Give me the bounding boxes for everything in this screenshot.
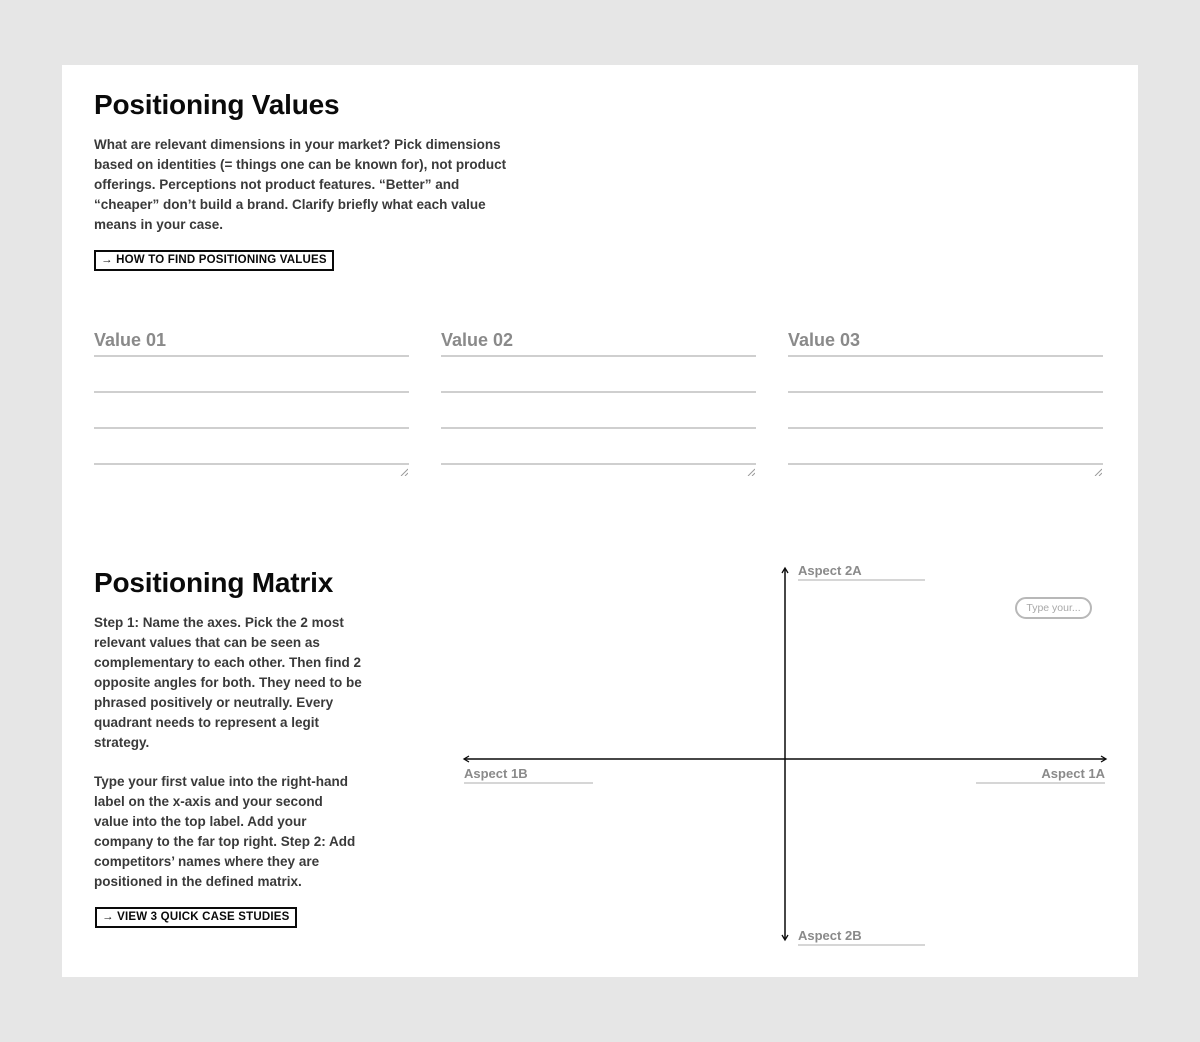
value-title-underline [788, 355, 1103, 357]
value-title-02: Value 02 [441, 330, 514, 350]
axis-label-underline [798, 579, 925, 581]
axis-label-top: Aspect 2A [798, 563, 862, 578]
axis-label-underline [976, 782, 1105, 784]
axis-label-right-field[interactable] [976, 766, 1105, 784]
value-title-underline [94, 355, 409, 357]
value-field-02[interactable] [441, 330, 756, 480]
value-line [441, 463, 756, 465]
view-case-studies-button[interactable]: → VIEW 3 QUICK CASE STUDIES [95, 907, 297, 928]
value-line [94, 427, 409, 429]
matrix-title: Positioning Matrix [94, 567, 334, 598]
matrix-step-1-text: Step 1: Name the axes. Pick the 2 most relevant values that can be seen as complementary to each other. Then find 2 opposite angles for both. They need to be phrased positively or neutrally. Every quadrant needs to represent a legit strategy. [94, 615, 362, 750]
value-title-03: Value 03 [788, 330, 861, 350]
value-line [441, 427, 756, 429]
how-to-find-values-button[interactable]: → HOW TO FIND POSITIONING VALUES [94, 250, 334, 271]
value-title-01: Value 01 [94, 330, 167, 350]
resize-handle-icon[interactable] [747, 468, 755, 476]
worksheet-card [62, 65, 1138, 977]
value-line [788, 427, 1103, 429]
value-title-underline [441, 355, 756, 357]
resize-handle-icon[interactable] [400, 468, 408, 476]
axis-label-right: Aspect 1A [1041, 766, 1105, 781]
value-field-03[interactable] [788, 330, 1103, 480]
matrix-step-2-text: Type your first value into the right-hand label on the x-axis and your second value into the top label. Add your company to the far top right. Step 2: Add competitors’ names where they are positioned in the defined matrix. [94, 774, 356, 889]
company-marker-input[interactable]: Type your... [1015, 597, 1092, 619]
positioning-matrix-axes [460, 563, 1112, 945]
value-field-01[interactable] [94, 330, 409, 480]
axis-label-underline [464, 782, 593, 784]
axis-label-left: Aspect 1B [464, 766, 528, 781]
value-line [94, 463, 409, 465]
axis-label-top-field[interactable] [798, 563, 925, 581]
axis-label-underline [798, 944, 925, 946]
axis-label-bottom: Aspect 2B [798, 928, 862, 943]
value-line [788, 391, 1103, 393]
value-line [441, 391, 756, 393]
value-line [788, 463, 1103, 465]
axis-label-left-field[interactable] [464, 766, 593, 784]
resize-handle-icon[interactable] [1094, 468, 1102, 476]
axis-label-bottom-field[interactable] [798, 928, 925, 946]
values-description: What are relevant dimensions in your market? Pick dimensions based on identities (= things one can be known for), not product offerings. Perceptions not product features. “Better” and “cheaper” don’t build a brand. Clarify briefly what each value means in your case. [94, 137, 507, 232]
value-line [94, 391, 409, 393]
values-title: Positioning Values [94, 89, 340, 120]
